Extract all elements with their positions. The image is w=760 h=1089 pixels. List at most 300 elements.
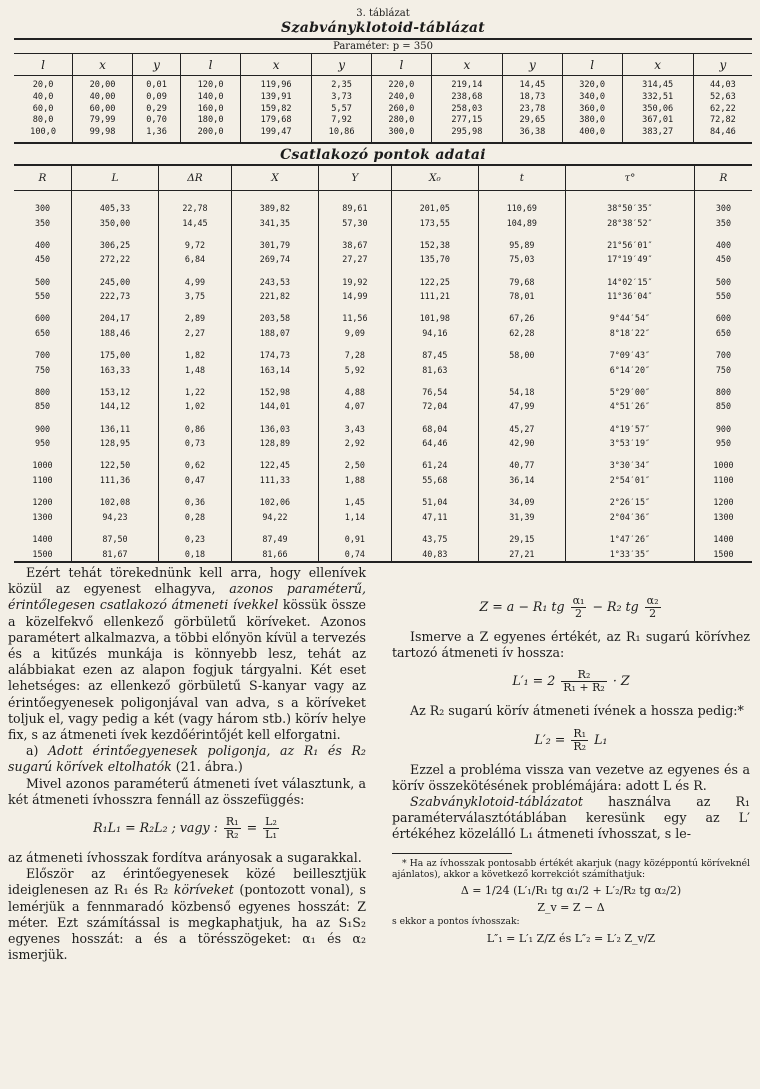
t2-cell: 0,28 — [159, 510, 232, 525]
t2-cell: 2,27 — [159, 326, 232, 341]
row-gap — [14, 451, 752, 459]
t1-cell: 295,98 — [451, 127, 483, 138]
t2-cell: 0,23 — [159, 532, 232, 547]
gap-cell — [478, 304, 565, 312]
t2-cell: 43,75 — [391, 532, 478, 547]
t2-cell: 9,72 — [159, 238, 232, 253]
t1-cell: 199,47 — [260, 127, 292, 138]
gap-cell — [72, 488, 159, 496]
t1-cell: 277,15 — [451, 115, 483, 126]
t2-cell: 4,99 — [159, 275, 232, 290]
table-row — [14, 238, 752, 253]
t2-header-8: R — [694, 165, 752, 191]
table-row — [14, 216, 752, 231]
t2-cell: 3°30′34″ — [565, 458, 694, 473]
gap-cell — [694, 414, 752, 422]
t2-cell: 7,28 — [318, 348, 391, 363]
table-number: 3. táblázat — [356, 8, 410, 19]
t1-column-6 — [371, 76, 431, 143]
t2-cell: 1,48 — [159, 363, 232, 378]
t1-cell: 280,0 — [388, 115, 415, 126]
footnote — [392, 853, 750, 944]
gap-cell — [159, 524, 232, 532]
t2-cell: 2°26′15″ — [565, 495, 694, 510]
equation-3: L′₁ = 2 $\frac{\text{R₂}}{\text{R₁ + R₂}}$ · Z — [512, 668, 630, 695]
t2-cell: 0,73 — [159, 436, 232, 451]
gap-cell — [72, 524, 159, 532]
t2-cell: 104,89 — [478, 216, 565, 231]
paragraph-3: Mivel azonos paraméterű átmeneti ívet választunk, a két átmeneti ívhosszra fennáll az összefüggés: — [8, 775, 366, 807]
t1-header-9: l — [562, 54, 622, 76]
t2-cell: 47,11 — [391, 510, 478, 525]
t2-cell: 0,86 — [159, 422, 232, 437]
footnote-eq-3: L″₁ = L′₁ Z/Z és L″₂ = L′₂ Z_v/Z — [486, 931, 656, 945]
gap-cell — [72, 341, 159, 349]
t2-cell: 122,50 — [72, 458, 159, 473]
t2-cell: 38,67 — [318, 238, 391, 253]
t2-cell: 1,22 — [159, 385, 232, 400]
t1-cell: 400,0 — [579, 127, 606, 138]
equation-4: L′₂ = $\frac{\text{R₁}}{\text{R₂}}$ L₁ — [534, 726, 608, 753]
t2-cell: 1°47′26″ — [565, 532, 694, 547]
gap-cell — [14, 341, 72, 349]
t2-cell: 1°33′35″ — [565, 547, 694, 563]
t2-cell: 301,79 — [231, 238, 318, 253]
gap-cell — [478, 414, 565, 422]
t2-cell: 94,22 — [231, 510, 318, 525]
t1-cell: 99,98 — [89, 127, 116, 138]
t2-cell: 600 — [34, 313, 51, 324]
gap-cell — [231, 524, 318, 532]
t1-cell: 18,73 — [519, 91, 546, 102]
t2-cell: 188,46 — [72, 326, 159, 341]
t2-cell: 128,95 — [72, 436, 159, 451]
gap-cell — [478, 451, 565, 459]
t1-cell: 3,73 — [331, 91, 352, 102]
table-row — [14, 289, 752, 304]
t2-cell: 1000 — [32, 460, 53, 471]
t1-cell: 52,63 — [709, 91, 736, 102]
footnote-rule — [392, 853, 512, 854]
table-row — [14, 458, 752, 473]
t2-cell: 0,62 — [159, 458, 232, 473]
t2-cell: 22,78 — [159, 190, 232, 215]
t1-cell: 72,82 — [709, 115, 736, 126]
t2-cell: 173,55 — [391, 216, 478, 231]
t2-cell: 51,04 — [391, 495, 478, 510]
gap-cell — [159, 451, 232, 459]
t1-cell: 1,36 — [146, 127, 167, 138]
gap-cell — [565, 267, 694, 275]
gap-cell — [318, 524, 391, 532]
paragraph-8: Ezzel a probléma vissza van vezetve az egyenes és a körív összekötésének problémájára: adott L és R. — [392, 761, 750, 793]
t1-cell: 60,0 — [32, 103, 54, 114]
gap-cell — [318, 230, 391, 238]
t1-column-1 — [73, 76, 133, 143]
t2-cell: 1000 — [694, 458, 752, 473]
t2-cell: 3,43 — [318, 422, 391, 437]
t2-cell: 1400 — [694, 532, 752, 547]
t2-cell: 40,83 — [391, 547, 478, 563]
gap-cell — [231, 377, 318, 385]
t1-cell: 84,46 — [709, 127, 736, 138]
t2-cell: 152,38 — [391, 238, 478, 253]
row-gap — [14, 414, 752, 422]
t2-cell: 1,88 — [318, 473, 391, 488]
t1-cell: 7,92 — [331, 115, 352, 126]
gap-cell — [318, 488, 391, 496]
t2-cell: 221,82 — [231, 289, 318, 304]
parameter-line: Paraméter: p = 350 — [14, 39, 752, 54]
klotoid-table — [14, 38, 752, 144]
t2-cell: 68,04 — [391, 422, 478, 437]
gap-cell — [391, 524, 478, 532]
t1-cell: 62,22 — [709, 103, 736, 114]
gap-cell — [231, 341, 318, 349]
t1-header-7: x — [431, 54, 502, 76]
t2-cell: 11,56 — [318, 311, 391, 326]
t2-cell: 204,17 — [72, 311, 159, 326]
t2-cell: 144,12 — [72, 399, 159, 414]
t2-cell: 9°44′54″ — [565, 311, 694, 326]
t2-cell: 1100 — [32, 475, 53, 486]
t1-header-1: x — [73, 54, 133, 76]
t1-cell: 100,0 — [30, 127, 57, 138]
t2-cell: 29,15 — [478, 532, 565, 547]
t2-cell: 111,21 — [391, 289, 478, 304]
gap-cell — [694, 524, 752, 532]
gap-cell — [14, 377, 72, 385]
paragraph-7: Az R₂ sugarú körív átmeneti ívének a hossza pedig:* — [410, 703, 744, 719]
gap-cell — [565, 488, 694, 496]
t2-cell: 1200 — [694, 495, 752, 510]
t1-cell: 380,0 — [579, 115, 606, 126]
t2-cell: 122,45 — [231, 458, 318, 473]
t2-cell: 0,18 — [159, 547, 232, 563]
t1-cell: 258,03 — [451, 103, 483, 114]
t2-cell: 136,03 — [231, 422, 318, 437]
table-title: Szabványklotoid-táblázat — [281, 20, 485, 36]
t2-cell: 4°51′26″ — [565, 399, 694, 414]
t1-cell: 40,0 — [32, 91, 54, 102]
table-row — [14, 473, 752, 488]
gap-cell — [565, 524, 694, 532]
left-column — [8, 565, 366, 963]
gap-cell — [72, 414, 159, 422]
gap-cell — [318, 341, 391, 349]
t2-cell: 750 — [34, 364, 51, 375]
page — [14, 6, 752, 563]
t2-cell: 81,66 — [231, 547, 318, 563]
t2-cell: 87,49 — [231, 532, 318, 547]
t1-column-8 — [503, 76, 563, 143]
gap-cell — [14, 488, 72, 496]
gap-cell — [159, 414, 232, 422]
t1-cell: 332,51 — [642, 91, 674, 102]
gap-cell — [72, 377, 159, 385]
t2-cell: 1,02 — [159, 399, 232, 414]
t1-cell: 367,01 — [642, 115, 674, 126]
gap-cell — [565, 451, 694, 459]
gap-cell — [231, 414, 318, 422]
gap-cell — [72, 304, 159, 312]
gap-cell — [694, 451, 752, 459]
gap-cell — [478, 267, 565, 275]
t2-cell: 14°02′15″ — [565, 275, 694, 290]
t2-cell: 1100 — [694, 473, 752, 488]
t2-cell: 188,07 — [231, 326, 318, 341]
t1-cell: 2,35 — [331, 80, 352, 90]
t2-cell: 350 — [694, 216, 752, 231]
t2-cell: 900 — [34, 423, 51, 434]
t2-header-7: τ° — [565, 165, 694, 191]
gap-cell — [14, 524, 72, 532]
t2-cell: 174,73 — [231, 348, 318, 363]
t2-cell: 1400 — [32, 534, 53, 545]
t2-cell: 650 — [34, 327, 51, 338]
t2-cell: 72,04 — [391, 399, 478, 414]
t1-cell: 350,06 — [642, 103, 674, 114]
t2-cell: 350,00 — [72, 216, 159, 231]
gap-cell — [391, 488, 478, 496]
gap-cell — [72, 451, 159, 459]
gap-cell — [318, 267, 391, 275]
t2-header-5: X₀ — [391, 165, 478, 191]
t1-cell: 340,0 — [579, 91, 606, 102]
table-row — [14, 399, 752, 414]
t2-cell: 950 — [34, 438, 51, 449]
right-column — [392, 565, 750, 949]
row-gap — [14, 267, 752, 275]
t1-cell: 360,0 — [579, 103, 606, 114]
t2-cell: 700 — [34, 350, 51, 361]
table-row — [14, 190, 752, 215]
t1-cell: 20,0 — [32, 80, 54, 90]
t1-header-4: x — [240, 54, 311, 76]
gap-cell — [318, 377, 391, 385]
t1-cell: 260,0 — [388, 103, 415, 114]
gap-cell — [694, 267, 752, 275]
row-gap — [14, 488, 752, 496]
t1-column-5 — [312, 76, 372, 143]
gap-cell — [565, 230, 694, 238]
t2-cell: 0,74 — [318, 547, 391, 563]
t2-cell: 61,24 — [391, 458, 478, 473]
t1-cell: 119,96 — [260, 80, 292, 90]
footnote-text-2: s ekkor a pontos ívhosszak: — [392, 916, 520, 928]
t2-cell: 9,09 — [318, 326, 391, 341]
gap-cell — [694, 377, 752, 385]
t2-cell: 21°56′01″ — [565, 238, 694, 253]
t2-cell: 0,36 — [159, 495, 232, 510]
t1-cell: 0,09 — [146, 91, 167, 102]
t1-cell: 60,00 — [89, 103, 116, 114]
t2-cell: 500 — [694, 275, 752, 290]
t2-cell: 850 — [694, 399, 752, 414]
gap-cell — [694, 341, 752, 349]
t2-cell: 153,12 — [72, 385, 159, 400]
gap-cell — [391, 304, 478, 312]
t2-cell: 1,14 — [318, 510, 391, 525]
t2-cell: 800 — [694, 385, 752, 400]
gap-cell — [14, 304, 72, 312]
gap-cell — [694, 304, 752, 312]
t2-cell: 76,54 — [391, 385, 478, 400]
t2-cell: 306,25 — [72, 238, 159, 253]
t2-cell: 79,68 — [478, 275, 565, 290]
t1-cell: 40,00 — [89, 91, 116, 102]
t2-cell: 58,00 — [478, 348, 565, 363]
gap-cell — [478, 377, 565, 385]
paragraph-2: a) Adott érintőegyenesek poligonja, az R₁ és R₂ sugarú körívek eltolhatók (21. ábra.) — [8, 743, 366, 775]
t1-cell: 36,38 — [519, 127, 546, 138]
t2-cell: 110,69 — [478, 190, 565, 215]
t2-cell: 1200 — [32, 497, 53, 508]
paragraph-9: Szabványklotoid-táblázatot használva az R₁ paraméterválasztótáblában keresünk egy az L′ értékéhez közelálló L₁ átmeneti ívhosszat, s le- — [392, 794, 750, 842]
t2-cell: 400 — [34, 239, 51, 250]
gap-cell — [391, 414, 478, 422]
t2-cell: 87,50 — [72, 532, 159, 547]
gap-cell — [478, 524, 565, 532]
t2-header-1: L — [72, 165, 159, 191]
t1-cell: 238,68 — [451, 91, 483, 102]
gap-cell — [14, 230, 72, 238]
t2-cell: 135,70 — [391, 252, 478, 267]
gap-cell — [72, 267, 159, 275]
footnote-eq-1: Δ = 1/24 (L′₁/R₁ tg α₁/2 + L′₂/R₂ tg α₂/2) — [460, 884, 682, 898]
t1-cell: 314,45 — [642, 80, 674, 90]
t2-cell: 4,88 — [318, 385, 391, 400]
t1-column-9 — [562, 76, 622, 143]
t2-cell: 89,61 — [318, 190, 391, 215]
gap-cell — [478, 341, 565, 349]
t2-cell: 350 — [34, 217, 51, 228]
row-gap — [14, 341, 752, 349]
gap-cell — [694, 488, 752, 496]
t2-cell: 40,77 — [478, 458, 565, 473]
t2-cell: 1500 — [694, 547, 752, 563]
gap-cell — [231, 488, 318, 496]
gap-cell — [159, 488, 232, 496]
t2-cell: 4,07 — [318, 399, 391, 414]
paragraph-6: Ismerve a Z egyenes értékét, az R₁ sugarú körívhez tartozó átmeneti ív hossza: — [392, 629, 750, 661]
gap-cell — [159, 377, 232, 385]
table-row — [14, 275, 752, 290]
gap-cell — [391, 341, 478, 349]
t2-cell: 7°09′43″ — [565, 348, 694, 363]
t1-header-2: y — [132, 54, 180, 76]
t1-cell: 14,45 — [519, 80, 546, 90]
gap-cell — [231, 304, 318, 312]
t2-cell: 38°50′35″ — [565, 190, 694, 215]
t2-cell: 128,89 — [231, 436, 318, 451]
t2-cell: 4°19′57″ — [565, 422, 694, 437]
t2-cell: 243,53 — [231, 275, 318, 290]
t2-cell: 111,33 — [231, 473, 318, 488]
t2-cell: 62,28 — [478, 326, 565, 341]
t2-cell: 1500 — [32, 548, 53, 559]
t2-cell: 42,90 — [478, 436, 565, 451]
gap-cell — [318, 414, 391, 422]
t2-cell: 8°18′22″ — [565, 326, 694, 341]
t1-cell: 383,27 — [642, 127, 674, 138]
t2-cell: 341,35 — [231, 216, 318, 231]
t2-cell: 0,47 — [159, 473, 232, 488]
t1-cell: 180,0 — [197, 115, 224, 126]
t2-cell: 269,74 — [231, 252, 318, 267]
t2-cell: 95,89 — [478, 238, 565, 253]
t2-cell: 3,75 — [159, 289, 232, 304]
t1-cell: 44,03 — [709, 80, 736, 90]
t2-cell: 5°29′00″ — [565, 385, 694, 400]
t2-header-4: Y — [318, 165, 391, 191]
gap-cell — [72, 230, 159, 238]
t1-cell: 23,78 — [519, 103, 546, 114]
t2-cell: 650 — [694, 326, 752, 341]
t2-cell: 450 — [34, 254, 51, 265]
gap-cell — [231, 267, 318, 275]
t2-cell: 163,33 — [72, 363, 159, 378]
table-row — [14, 422, 752, 437]
row-gap — [14, 304, 752, 312]
paragraph-5: Először az érintőegyenesek közé beillesztjük ideiglenesen az R₁ és R₂ köríveket (pontozott vonal), s lemérjük a fennmaradó közbenső egyenes hosszát: Z méter. Ezt számítással is megkaphatjuk, ha az S₁S₂ egyenes hosszát: a és a törésszögeket: α₁ és α₂ ismerjük. — [8, 866, 367, 963]
t1-column-3 — [181, 76, 241, 143]
t2-cell: 5,92 — [318, 363, 391, 378]
t2-cell: 55,68 — [391, 473, 478, 488]
connection-table-title: Csatlakozó pontok adatai — [280, 146, 486, 163]
gap-cell — [391, 267, 478, 275]
t2-cell: 400 — [694, 238, 752, 253]
t1-cell: 0,29 — [146, 103, 167, 114]
t1-cell: 200,0 — [197, 127, 224, 138]
t1-cell: 139,91 — [260, 91, 292, 102]
table-row — [14, 495, 752, 510]
footnote-eq-2: Z_v = Z − Δ — [537, 900, 605, 914]
equation-2: Z = a − R₁ tg $\frac{\text{α₁}}{2}$ − R₂ tg $\frac{\text{α₂}}{2}$ — [479, 594, 659, 620]
t2-cell: 222,73 — [72, 289, 159, 304]
t2-cell: 6°14′20″ — [565, 363, 694, 378]
t2-cell: 450 — [694, 252, 752, 267]
t2-cell: 94,16 — [391, 326, 478, 341]
t2-cell: 850 — [34, 401, 51, 412]
t1-header-5: y — [312, 54, 372, 76]
t2-cell: 900 — [694, 422, 752, 437]
t2-cell: 750 — [694, 363, 752, 378]
t1-cell: 29,65 — [519, 115, 546, 126]
t2-cell: 500 — [34, 276, 51, 287]
t1-cell: 179,68 — [260, 115, 292, 126]
t2-cell: 175,00 — [72, 348, 159, 363]
t1-header-10: x — [622, 54, 693, 76]
t2-cell: 94,23 — [72, 510, 159, 525]
t2-cell: 700 — [694, 348, 752, 363]
gap-cell — [318, 451, 391, 459]
t2-cell: 81,67 — [72, 547, 159, 563]
t2-cell: 27,21 — [478, 547, 565, 563]
t2-cell: 36,14 — [478, 473, 565, 488]
connection-table — [14, 164, 752, 563]
t1-cell: 140,0 — [197, 91, 224, 102]
t2-cell: 14,45 — [159, 216, 232, 231]
t2-cell: 2,50 — [318, 458, 391, 473]
t2-header-0: R — [14, 165, 72, 191]
t2-cell: 34,09 — [478, 495, 565, 510]
gap-cell — [14, 451, 72, 459]
t2-cell: 67,26 — [478, 311, 565, 326]
t1-cell: 160,0 — [197, 103, 224, 114]
gap-cell — [318, 304, 391, 312]
row-gap — [14, 230, 752, 238]
